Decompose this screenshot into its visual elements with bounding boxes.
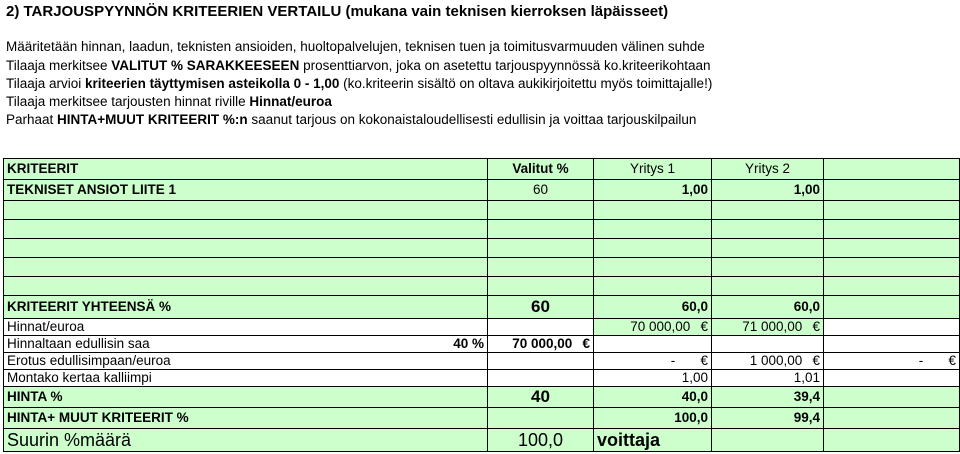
empty-cell[interactable] (712, 258, 824, 277)
table-row-muut (4, 408, 960, 429)
hinta-valitut[interactable]: 40 (488, 387, 594, 408)
empty-cell[interactable] (488, 201, 594, 220)
edullisin-empty-3 (824, 336, 960, 353)
header-valitut: Valitut % (488, 159, 594, 180)
erotus-empty (488, 353, 594, 370)
empty-cell[interactable] (4, 239, 488, 258)
empty-cell[interactable] (594, 201, 712, 220)
montako-yritys-1: 1,00 (594, 370, 712, 387)
edullisin-pct: 40 % (384, 336, 488, 353)
empty-cell[interactable] (712, 239, 824, 258)
empty-cell[interactable] (594, 239, 712, 258)
tekniset-empty (824, 180, 960, 201)
criteria-table (3, 158, 960, 452)
hinta-yritys-2: 39,4 (712, 387, 824, 408)
instruction-line-1: Määritetään hinnan, laadun, teknisten ansioiden, huoltopalvelujen, teknisen tuen ja toimitusvarmuuden välinen suhde (6, 39, 705, 54)
yhteensa-yritys-2: 60,0 (712, 296, 824, 319)
table-row-erotus (4, 353, 960, 370)
suurin-value: 100,0 (488, 429, 594, 452)
yhteensa-empty (824, 296, 960, 319)
table-row-empty-3 (4, 239, 960, 258)
edullisin-value: 70 000,00 € (488, 336, 594, 353)
table-row-hinnat (4, 319, 960, 336)
erotus-yritys-1: - € (594, 353, 712, 370)
suurin-empty-2 (824, 429, 960, 452)
empty-cell[interactable] (594, 258, 712, 277)
table-header-row (4, 159, 960, 180)
tekniset-yritys-1[interactable]: 1,00 (594, 180, 712, 201)
hinta-label: HINTA % (4, 387, 488, 408)
table-row-yhteensa (4, 296, 960, 319)
edullisin-empty-2 (712, 336, 824, 353)
hinnat-yritys-2[interactable]: 71 000,00 € (712, 319, 824, 336)
yhteensa-yritys-1: 60,0 (594, 296, 712, 319)
empty-cell[interactable] (824, 220, 960, 239)
header-yritys-2: Yritys 2 (712, 159, 824, 180)
empty-cell[interactable] (594, 277, 712, 296)
montako-empty-2 (824, 370, 960, 387)
empty-cell[interactable] (712, 277, 824, 296)
suurin-empty-1 (712, 429, 824, 452)
table-row-empty-2 (4, 220, 960, 239)
muut-label: HINTA+ MUUT KRITEERIT % (4, 408, 488, 429)
hinta-yritys-1: 40,0 (594, 387, 712, 408)
header-kriteerit: KRITEERIT (4, 159, 488, 180)
empty-cell[interactable] (488, 239, 594, 258)
instruction-line-4: Tilaaja merkitsee tarjousten hinnat riville Hinnat/euroa (6, 94, 332, 109)
table-row-hinta (4, 387, 960, 408)
muut-empty (488, 408, 594, 429)
table-row-tekniset (4, 180, 960, 201)
suurin-label: Suurin %määrä (4, 429, 488, 452)
table-row-edullisin (4, 336, 960, 353)
empty-cell[interactable] (488, 258, 594, 277)
muut-empty-2 (824, 408, 960, 429)
header-yritys-1: Yritys 1 (594, 159, 712, 180)
tekniset-valitut[interactable]: 60 (488, 180, 594, 201)
erotus-yritys-2: 1 000,00 € (712, 353, 824, 370)
tekniset-yritys-2[interactable]: 1,00 (712, 180, 824, 201)
empty-cell[interactable] (4, 277, 488, 296)
tekniset-label: TEKNISET ANSIOT LIITE 1 (4, 180, 488, 201)
instruction-line-3: Tilaaja arvioi kriteerien täyttymisen asteikolla 0 - 1,00 (ko.kriteerin sisältö on oltava aukikirjoitettu myös toimittajalle!) (6, 76, 713, 91)
table-row-montako (4, 370, 960, 387)
instruction-line-2: Tilaaja merkitsee VALITUT % SARAKKEESEEN prosenttiarvon, joka on asetettu tarjouspyynnössä ko.kriteerikohtaan (6, 58, 711, 73)
yhteensa-label: KRITEERIT YHTEENSÄ % (4, 296, 488, 319)
empty-cell[interactable] (824, 201, 960, 220)
hinta-empty (824, 387, 960, 408)
page-title: 2) TARJOUSPYYNNÖN KRITEERIEN VERTAILU (mukana vain teknisen kierroksen läpäisseet) (6, 3, 669, 20)
table-row-empty-5 (4, 277, 960, 296)
empty-cell[interactable] (824, 277, 960, 296)
empty-cell[interactable] (712, 201, 824, 220)
hinnat-empty-2 (824, 319, 960, 336)
muut-yritys-2: 99,4 (712, 408, 824, 429)
suurin-winner: voittaja (594, 429, 712, 452)
empty-cell[interactable] (488, 220, 594, 239)
header-empty (824, 159, 960, 180)
empty-cell[interactable] (488, 277, 594, 296)
empty-cell[interactable] (824, 258, 960, 277)
montako-label: Montako kertaa kalliimpi (4, 370, 488, 387)
table-row-empty-4 (4, 258, 960, 277)
erotus-label: Erotus edullisimpaan/euroa (4, 353, 488, 370)
empty-cell[interactable] (4, 258, 488, 277)
hinnat-label: Hinnat/euroa (4, 319, 488, 336)
edullisin-empty-1 (594, 336, 712, 353)
yhteensa-valitut: 60 (488, 296, 594, 319)
empty-cell[interactable] (712, 220, 824, 239)
hinnat-yritys-1[interactable]: 70 000,00 € (594, 319, 712, 336)
instruction-line-5: Parhaat HINTA+MUUT KRITEERIT %:n saanut tarjous on kokonaistaloudellisesti edullisin ja voittaa tarjouskilpailun (6, 112, 697, 127)
montako-empty (488, 370, 594, 387)
empty-cell[interactable] (594, 220, 712, 239)
hinnat-empty (488, 319, 594, 336)
muut-yritys-1: 100,0 (594, 408, 712, 429)
empty-cell[interactable] (824, 239, 960, 258)
table-row-empty-1 (4, 201, 960, 220)
edullisin-label: Hinnaltaan edullisin saa (4, 336, 384, 353)
empty-cell[interactable] (4, 201, 488, 220)
erotus-yritys-3: - € (824, 353, 960, 370)
montako-yritys-2: 1,01 (712, 370, 824, 387)
table-row-suurin (4, 429, 960, 452)
empty-cell[interactable] (4, 220, 488, 239)
